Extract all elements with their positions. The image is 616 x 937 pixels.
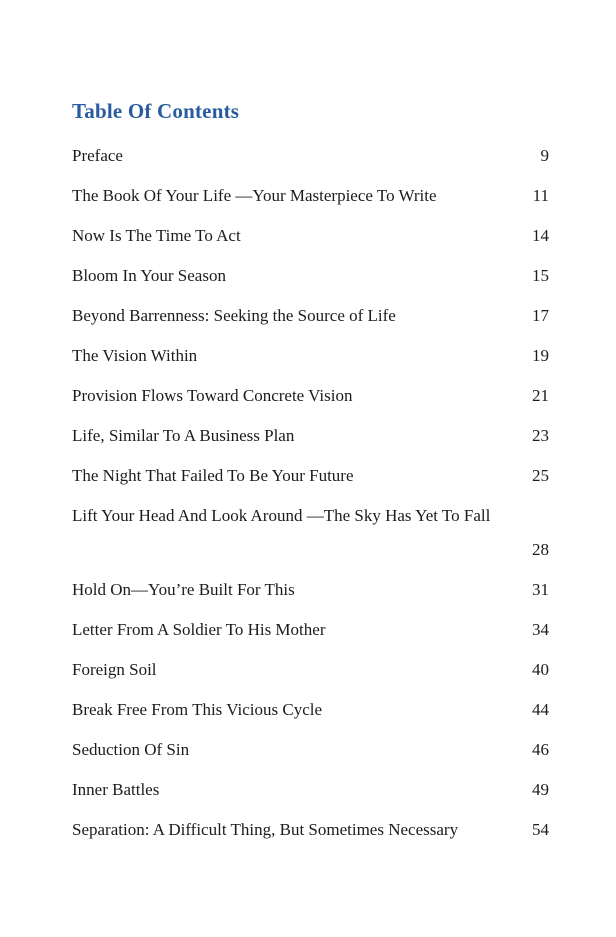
toc-entry: [72, 259, 549, 293]
toc-entry-page: 28: [532, 540, 549, 559]
toc-entry-title: Lift Your Head And Look Around —The Sky Has Yet To Fall: [72, 506, 491, 525]
toc-entry-title: Provision Flows Toward Concrete Vision: [72, 386, 353, 405]
toc-entry: [72, 693, 549, 727]
toc-entry-title: The Vision Within: [72, 346, 198, 365]
toc-entry-page: 9: [540, 146, 549, 165]
toc-entry-title: Inner Battles: [72, 780, 160, 799]
toc-entry: [72, 299, 549, 333]
toc-entry-title: Separation: A Difficult Thing, But Sometimes Necessary: [72, 820, 459, 839]
toc-entry-title: Life, Similar To A Business Plan: [72, 426, 295, 445]
toc-entry-title: Break Free From This Vicious Cycle: [72, 700, 323, 719]
toc-entry-title: Hold On—You’re Built For This: [72, 580, 295, 599]
toc-entry-title: Foreign Soil: [72, 660, 157, 679]
toc-entry: [72, 733, 549, 767]
toc-entry-page: 17: [532, 306, 549, 325]
toc-entry: [72, 499, 549, 567]
toc-entry-page: 44: [532, 700, 549, 719]
toc-entry: [72, 813, 549, 847]
toc-heading: Table Of Contents: [72, 99, 240, 123]
toc-entry-title: Seduction Of Sin: [72, 740, 190, 759]
toc-entry: [72, 613, 549, 647]
toc-entry: [72, 179, 549, 213]
toc-entry: [72, 379, 549, 413]
toc-entry: [72, 573, 549, 607]
toc-entry-page: 11: [532, 186, 549, 205]
toc-entry: [72, 459, 549, 493]
toc-entry-title: Bloom In Your Season: [72, 266, 226, 285]
toc-entry-page: 23: [532, 426, 549, 445]
toc-entry-title: The Night That Failed To Be Your Future: [72, 466, 354, 485]
toc-entry-page: 25: [532, 466, 549, 485]
toc-entry-page: 31: [532, 580, 549, 599]
toc-entry-page: 34: [532, 620, 549, 639]
toc-entry: [72, 139, 549, 173]
toc-entry-title: The Book Of Your Life —Your Masterpiece To Write: [72, 186, 437, 205]
toc-entry: [72, 653, 549, 687]
toc-entry-page: 15: [532, 266, 549, 285]
toc-entry: [72, 773, 549, 807]
toc-list: [72, 139, 549, 847]
toc-entry-page: 54: [532, 820, 549, 839]
toc-entry: [72, 219, 549, 253]
toc-entry-title: Beyond Barrenness: Seeking the Source of Life: [72, 306, 396, 325]
toc-entry-page: 40: [532, 660, 549, 679]
toc-entry-page: 49: [532, 780, 549, 799]
toc-entry-page: 19: [532, 346, 549, 365]
toc-entry-page: 14: [532, 226, 549, 245]
toc-entry-title: Letter From A Soldier To His Mother: [72, 620, 326, 639]
toc-entry: [72, 339, 549, 373]
toc-entry-title: Preface: [72, 146, 123, 165]
toc-entry-page: 21: [532, 386, 549, 405]
toc-entry-title: Now Is The Time To Act: [72, 226, 241, 245]
toc-entry: [72, 419, 549, 453]
toc-entry-page: 46: [532, 740, 549, 759]
